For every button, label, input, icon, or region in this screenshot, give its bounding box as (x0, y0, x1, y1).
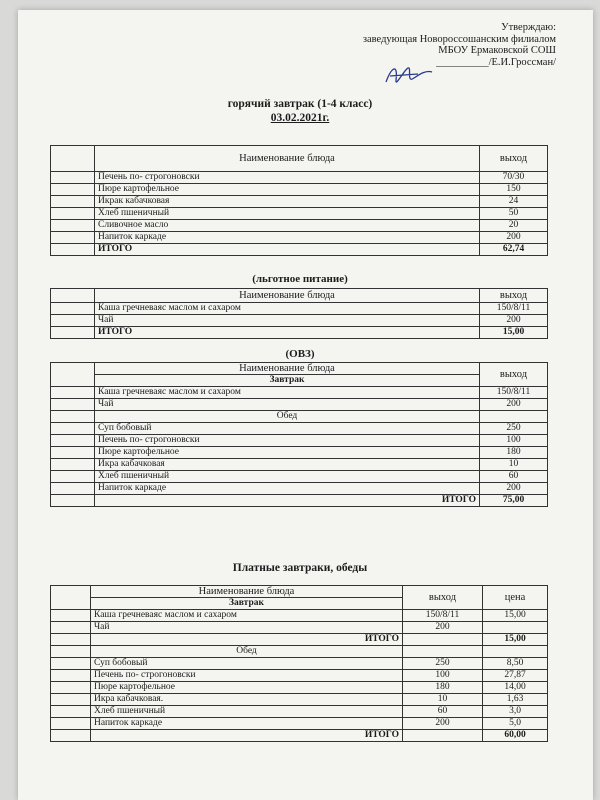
table-cell: 14,00 (483, 682, 548, 694)
approval-line-3: МБОУ Ермаковской СОШ (438, 45, 556, 56)
table-row (51, 658, 548, 670)
table-cell (51, 220, 95, 232)
table-row (51, 399, 548, 411)
table-cell (51, 232, 95, 244)
table-cell: Сливочное масло (95, 220, 480, 232)
table-cell: Чай (91, 622, 403, 634)
table-cell: Печень по- строгоновски (95, 435, 480, 447)
table-cell (51, 303, 95, 315)
table-cell: ИТОГО (95, 244, 480, 256)
table-cell (51, 682, 91, 694)
table-cell: Напиток каркаде (95, 483, 480, 495)
table-header-row (51, 363, 548, 375)
table-cell (51, 423, 95, 435)
table-cell (51, 289, 95, 303)
table-cell: ИТОГО (95, 495, 480, 507)
table-cell (51, 483, 95, 495)
table-cell (51, 610, 91, 622)
table-cell (51, 435, 95, 447)
table-cell: Наименование блюда (95, 363, 480, 375)
lunch-label: Обед (91, 646, 403, 658)
table-cell (51, 146, 95, 172)
table-cell: ИТОГО (91, 730, 403, 742)
table-cell: 60 (403, 706, 483, 718)
table-cell: Каша гречневаяс маслом и сахаром (95, 387, 480, 399)
table-cell: выход (403, 586, 483, 610)
table-row (51, 196, 548, 208)
table-cell (51, 184, 95, 196)
table-row (51, 483, 548, 495)
table-cell: выход (480, 289, 548, 303)
table-cell: 50 (480, 208, 548, 220)
table-cell (480, 411, 548, 423)
table-cell (403, 646, 483, 658)
table-cell: Печень по- строгоновски (91, 670, 403, 682)
table-cell: 200 (480, 315, 548, 327)
table-row (51, 622, 548, 634)
table-cell: 1,63 (483, 694, 548, 706)
table-row (51, 387, 548, 399)
table-cell (51, 495, 95, 507)
table-cell: 200 (403, 622, 483, 634)
table-cell (51, 718, 91, 730)
breakfast-label: Завтрак (95, 375, 480, 387)
table-cell: 75,00 (480, 495, 548, 507)
table-cell: 5,0 (483, 718, 548, 730)
section-title-benefit: (льготное питание) (252, 273, 348, 285)
table-cell: Напиток каркаде (91, 718, 403, 730)
table-row (51, 423, 548, 435)
table-cell: Печень по- строгоновски (95, 172, 480, 184)
table-cell: Икрак кабачковая (95, 196, 480, 208)
table-cell: 250 (480, 423, 548, 435)
table-cell: 8,50 (483, 658, 548, 670)
table-cell: 70/30 (480, 172, 548, 184)
menu-table-benefit (50, 288, 548, 339)
table-cell (483, 646, 548, 658)
page-date: 03.02.2021г. (270, 112, 330, 124)
table-cell (51, 363, 95, 387)
table-cell (51, 172, 95, 184)
table-row (51, 435, 548, 447)
table-cell (51, 196, 95, 208)
table-cell: ИТОГО (95, 327, 480, 339)
table-row (51, 172, 548, 184)
table-cell: 150/8/11 (480, 387, 548, 399)
signature-icon (378, 60, 438, 92)
section-title-paid: Платные завтраки, обеды (232, 562, 368, 574)
table-row (51, 646, 548, 658)
table-cell: ИТОГО (91, 634, 403, 646)
table-row (51, 471, 548, 483)
table-cell: 15,00 (480, 327, 548, 339)
table-cell: Каша гречневаяс маслом и сахаром (95, 303, 480, 315)
table-cell: 15,00 (483, 634, 548, 646)
table-cell (51, 399, 95, 411)
table-row (51, 447, 548, 459)
table-row (51, 220, 548, 232)
table-cell: Пюре картофельное (95, 184, 480, 196)
header-output: выход (480, 146, 548, 172)
table-cell: 150 (480, 184, 548, 196)
table-cell (51, 646, 91, 658)
table-cell: 100 (403, 670, 483, 682)
table-cell (51, 208, 95, 220)
table-cell: 62,74 (480, 244, 548, 256)
table-cell (51, 622, 91, 634)
table-cell: 60 (480, 471, 548, 483)
table-cell: Наименование блюда (91, 586, 403, 598)
table-cell: 200 (480, 483, 548, 495)
total-row (51, 495, 548, 507)
table-cell: 200 (480, 232, 548, 244)
table-cell: 10 (403, 694, 483, 706)
table-cell: Каша гречневаяс маслом и сахаром (91, 610, 403, 622)
table-cell: Чай (95, 399, 480, 411)
table-cell: 180 (403, 682, 483, 694)
table-row (51, 682, 548, 694)
table-row (51, 184, 548, 196)
table-cell: цена (483, 586, 548, 610)
table-cell: 150/8/11 (403, 610, 483, 622)
table-row (51, 694, 548, 706)
table-cell: 3,0 (483, 706, 548, 718)
table-row (51, 315, 548, 327)
table-cell: Хлеб пшеничный (91, 706, 403, 718)
table-cell: Икра кабачковая. (91, 694, 403, 706)
table-cell (51, 670, 91, 682)
table-cell: 10 (480, 459, 548, 471)
table-cell (51, 694, 91, 706)
table-cell: 24 (480, 196, 548, 208)
table-cell: Хлеб пшеничный (95, 471, 480, 483)
page-title: горячий завтрак (1-4 класс) (227, 98, 373, 110)
table-cell (403, 634, 483, 646)
table-cell: 180 (480, 447, 548, 459)
section-title-ovz: (ОВЗ) (285, 348, 315, 360)
table-row (51, 232, 548, 244)
menu-table-ovz (50, 362, 548, 507)
table-cell: 20 (480, 220, 548, 232)
table-cell (51, 447, 95, 459)
approval-line-4: __________/Е.И.Гроссман/ (436, 56, 556, 68)
table-cell (51, 315, 95, 327)
table-row (51, 303, 548, 315)
table-cell: 60,00 (483, 730, 548, 742)
approval-line-2: заведующая Новороссошанским филиалом (362, 33, 556, 45)
table-cell (51, 586, 91, 610)
table-cell (51, 706, 91, 718)
table-cell: Суп бобовый (95, 423, 480, 435)
table-header-row (51, 146, 548, 172)
table-cell: Напиток каркаде (95, 232, 480, 244)
table-cell (51, 730, 91, 742)
table-cell (51, 658, 91, 670)
table-cell: Пюре картофельное (91, 682, 403, 694)
table-cell: 27,87 (483, 670, 548, 682)
total-row (51, 244, 548, 256)
table-cell (51, 634, 91, 646)
table-cell: Суп бобовый (91, 658, 403, 670)
table-cell: 200 (403, 718, 483, 730)
table-cell: Хлеб пшеничный (95, 208, 480, 220)
table-cell (483, 622, 548, 634)
lunch-label: Обед (95, 411, 480, 423)
total-row (51, 730, 548, 742)
table-cell: Чай (95, 315, 480, 327)
table-cell: 150/8/11 (480, 303, 548, 315)
table-header-row (51, 586, 548, 598)
table-cell (51, 387, 95, 399)
table-cell: Наименование блюда (95, 289, 480, 303)
table-header-row (51, 289, 548, 303)
table-cell: Икра кабачковая (95, 459, 480, 471)
table-cell: выход (480, 363, 548, 387)
table-row (51, 208, 548, 220)
table-cell: 15,00 (483, 610, 548, 622)
approval-line-1: Утверждаю: (501, 22, 556, 33)
table-row (51, 610, 548, 622)
table-cell (51, 459, 95, 471)
table-cell (51, 471, 95, 483)
table-row (51, 459, 548, 471)
total-row (51, 327, 548, 339)
table-cell: 250 (403, 658, 483, 670)
table-cell (51, 327, 95, 339)
table-row (51, 411, 548, 423)
table-cell (51, 411, 95, 423)
table-row (51, 670, 548, 682)
table-row (51, 718, 548, 730)
table-cell (403, 730, 483, 742)
table-cell: 200 (480, 399, 548, 411)
menu-table-paid (50, 585, 548, 742)
table-row (51, 375, 548, 387)
breakfast-label: Завтрак (91, 598, 403, 610)
table-row (51, 706, 548, 718)
table-cell (51, 244, 95, 256)
table-cell: 100 (480, 435, 548, 447)
menu-table-main (50, 145, 548, 256)
table-cell: Пюре картофельное (95, 447, 480, 459)
header-name: Наименование блюда (95, 146, 480, 172)
total-row (51, 634, 548, 646)
